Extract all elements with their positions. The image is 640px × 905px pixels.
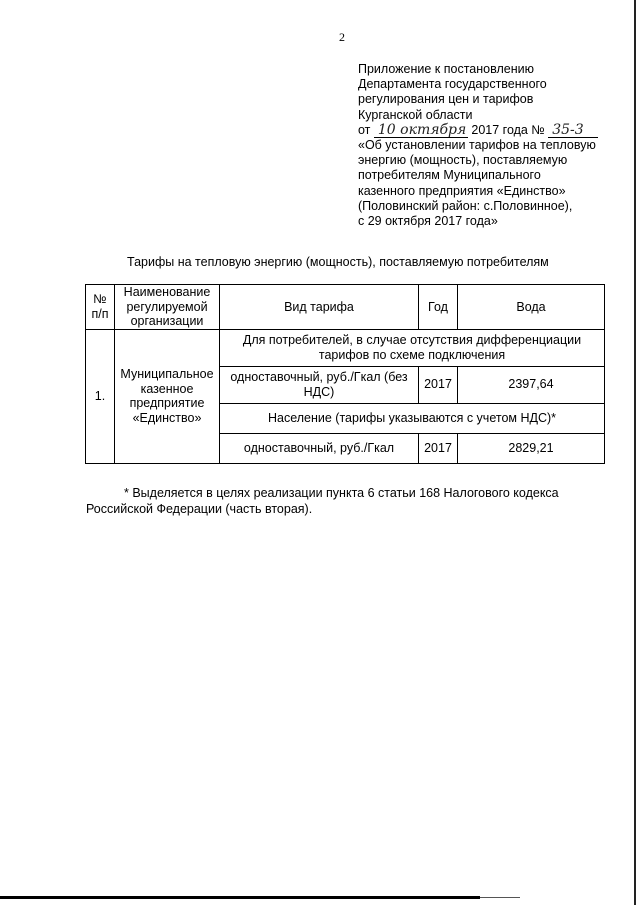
footnote-line: * Выделяется в целях реализации пункта 6 статьи 168 Налогового кодекса [124, 486, 559, 500]
tariff-table [85, 284, 605, 464]
scan-edge-bottom [0, 896, 480, 899]
header-org: Наименование регулируемой организации [115, 285, 220, 330]
annex-line: с 29 октября 2017 года» [358, 214, 498, 229]
annex-line: потребителям Муниципального [358, 168, 541, 183]
tariff-year: 2017 [419, 366, 458, 403]
annex-line: «Об установлении тарифов на тепловую [358, 138, 596, 153]
header-num: № п/п [86, 285, 115, 330]
tariff-type: одноставочный, руб./Гкал [220, 433, 419, 463]
annex-line: (Половинский район: с.Половинное), [358, 198, 573, 213]
header-type: Вид тарифа [220, 285, 419, 330]
header-water: Вода [458, 285, 605, 330]
row-number: 1. [86, 329, 115, 463]
table-title: Тарифы на тепловую энергию (мощность), поставляемую потребителям [127, 255, 549, 269]
annex-line: регулирования цен и тарифов [358, 92, 534, 107]
annex-date-line [358, 123, 628, 138]
section-header: Для потребителей, в случае отсутствия дифференциации тарифов по схеме подключения [220, 329, 605, 366]
section-header: Население (тарифы указываются с учетом НДС)* [220, 403, 605, 433]
tariff-type: одноставочный, руб./Гкал (без НДС) [220, 366, 419, 403]
scan-edge-right [634, 0, 636, 905]
annex-line: Курганской области [358, 107, 473, 122]
footnote-line: Российской Федерации (часть вторая). [86, 502, 313, 516]
page-number: 2 [339, 30, 345, 44]
table-row [86, 329, 605, 366]
annex-line: Департамента государственного [358, 77, 547, 92]
org-name: Муниципальное казенное предприятие «Единство» [115, 329, 220, 463]
annex-line: Приложение к постановлению [358, 62, 534, 76]
tariff-value: 2397,64 [458, 366, 605, 403]
year-text: 2017 года № [471, 122, 545, 137]
tariff-year: 2017 [419, 433, 458, 463]
handwritten-number: 35-3 [548, 124, 598, 138]
tariff-value: 2829,21 [458, 433, 605, 463]
header-year: Год [419, 285, 458, 330]
annex-header [358, 62, 628, 229]
date-prefix: от [358, 122, 371, 137]
handwritten-date: 10 октября [374, 124, 468, 138]
table-header-row [86, 285, 605, 330]
scan-edge-bottom-tail [480, 897, 520, 898]
footnote [86, 485, 606, 517]
annex-line: казенного предприятия «Единство» [358, 183, 566, 198]
annex-line: энергию (мощность), поставляемую [358, 153, 568, 168]
